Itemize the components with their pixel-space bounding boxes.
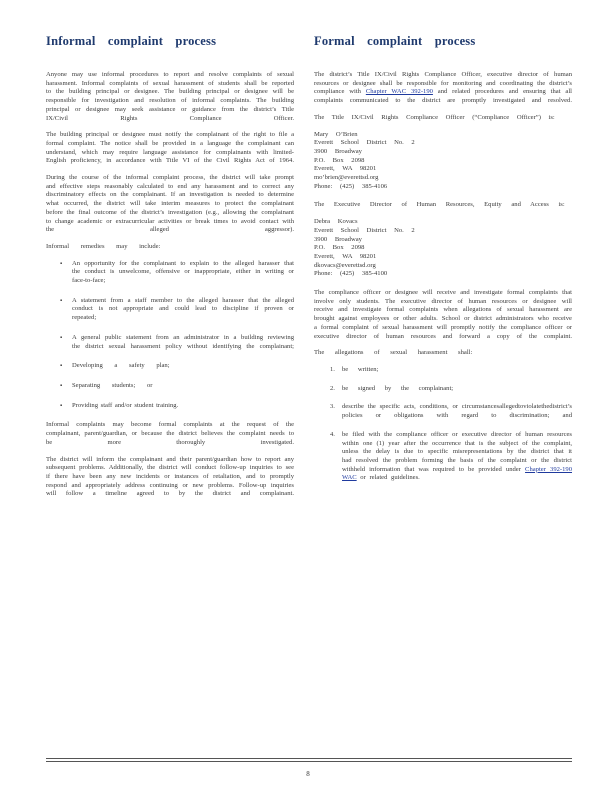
list-item: 3. describe the specific acts, conditions, or circumstancesallegedtoviolatethedistrict’s policies or obligations with regard to discrimination; and: [330, 403, 572, 420]
list-item: 2. be signed by the complainant;: [330, 384, 454, 392]
left-column: [46, 34, 294, 507]
list-item: ▪ Separating students; or: [60, 381, 153, 389]
bullet-icon: ▪: [60, 363, 63, 370]
contact-org: Everett School District No. 2: [314, 226, 415, 234]
contact-email: mo’brien@everettsd.org: [314, 174, 379, 182]
informal-remedies-list: [46, 260, 294, 411]
informal-remedies-intro: Informal remedies may include:: [46, 242, 161, 250]
contact-phone: Phone: (425) 385-4100: [314, 270, 388, 278]
bullet-icon: ▪: [60, 260, 63, 267]
list-item: 4. be filed with the compliance officer or executive director of human resources within one (1) year after the occurrence that is the subject of the complaint, unless the delay is due to specific misrepresentations by the district that it had resolved the problem forming the basis of the complaint or the district withheld information that was required to be provided under Chapter 392-190 WAC or related guidelines.: [330, 430, 572, 482]
contact-email: dkovacs@everettsd.org: [314, 261, 376, 269]
contact-phone: Phone: (425) 385-4106: [314, 182, 388, 190]
contact-pobox: P.O. Box 2098: [314, 156, 365, 164]
list-item: ▪ An opportunity for the complainant to explain to the alleged harasser that the conduct is unwelcome, offensive or inappropriate, either in writing or face-to-face;: [60, 259, 294, 285]
informal-paragraph-2: The building principal or designee must notify the complainant of the right to file a formal complaint. The notice shall be provided in a language the complainant can understand, which may require language assistance for complainants with limited-English proficiency, in accordance with Title VI of the Civil Rights Act of 1964.: [46, 131, 294, 165]
informal-complaint-heading: Informal complaint process: [46, 34, 217, 48]
chapter-392-190-wac-link[interactable]: Chapter 392-190 WAC: [342, 465, 572, 482]
contact-city: Everett, WA 98201: [314, 252, 377, 260]
contact-pobox: P.O. Box 2098: [314, 244, 365, 252]
compliance-officer-contact: [314, 131, 572, 192]
footer-divider: [46, 761, 572, 762]
contact-street: 3900 Broadway: [314, 235, 362, 243]
contact-street: 3900 Broadway: [314, 147, 362, 155]
bullet-icon: ▪: [60, 297, 63, 304]
formal-paragraph-3: The Executive Director of Human Resources, Equity and Access is:: [314, 201, 565, 209]
informal-paragraph-3: During the course of the informal complaint process, the district will take prompt and effective steps reasonably calculated to end any harassment and to correct any discriminatory effects on the complainant. If an investigation is needed to determine what occurred, the district will take interim measures to protect the complainant before the final outcome of the district’s investigation (e.g., allowing the complainant to change academic or extracurricular activities or break times to avoid contact with the alleged aggressor).: [46, 174, 294, 234]
formal-complaint-heading: Formal complaint process: [314, 34, 476, 48]
informal-paragraph-5: The district will inform the complainant and their parent/guardian how to report any subsequent problems. Additionally, the district will conduct follow-up inquiries to see if there have been any new incidents or instances of retaliation, and to promptly respond and appropriately address continuing or new problems. Follow-up inquiries will follow a timeline agreed to by the district and complainant.: [46, 455, 294, 498]
contact-name: Debra Kovacs: [314, 218, 358, 226]
contact-name: Mary O’Brien: [314, 130, 358, 138]
right-column: [314, 34, 572, 493]
informal-paragraph-1: Anyone may use informal procedures to report and resolve complaints of sexual harassment. Informal complaints of sexual harassment of students shall be reported to the building principal or designee. The building principal or designee will be responsible for investigation and resolution of informal complaints. The building principal or designee may seek assistance or guidance from the district’s Title IX/Civil Rights Compliance Officer.: [46, 71, 294, 122]
footer-divider: [46, 758, 572, 759]
bullet-icon: ▪: [60, 402, 63, 409]
list-item: 1. be written;: [330, 365, 379, 373]
list-item: ▪ Providing staff and/or student training.: [60, 401, 179, 409]
contact-city: Everett, WA 98201: [314, 165, 377, 173]
formal-paragraph-1: The district’s Title IX/Civil Rights Compliance Officer, executive director of human resources or designee shall be responsible for monitoring and coordinating the district’s compliance with Chapter WAC 392-190 and related procedures and ensuring that all complaints communicated to the district are promptly investigated and resolved.: [314, 71, 572, 105]
bullet-icon: ▪: [60, 382, 63, 389]
hr-director-contact: [314, 218, 572, 279]
bullet-icon: ▪: [60, 334, 63, 341]
page-number: 8: [306, 770, 310, 778]
formal-paragraph-2: The Title IX/Civil Rights Compliance Officer (“Compliance Officer”) is:: [314, 113, 555, 121]
chapter-wac-link[interactable]: Chapter WAC 392-190: [365, 88, 433, 96]
informal-paragraph-4: Informal complaints may become formal complaints at the request of the complainant, parent/guardian, or because the district believes the complaint needs to be more thoroughly investigated.: [46, 421, 294, 446]
list-item: ▪ A statement from a staff member to the alleged harasser that the alleged conduct is not appropriate and could lead to discipline if proven or repeated;: [60, 296, 294, 322]
list-item: ▪ Developing a safety plan;: [60, 362, 170, 370]
formal-paragraph-5: The allegations of sexual harassment shall:: [314, 349, 473, 357]
formal-paragraph-4: The compliance officer or designee will receive and investigate formal complaints that involve only students. The executive director of human resources or designee will receive and investigate formal complaints when allegations of sexual harassment are brought against employees or other adults. School or district administrators who receive a formal complaint of sexual harassment will promptly notify the compliance officer or executive director of human resources and forward a copy of the complaint.: [314, 289, 572, 340]
allegation-requirements-list: [314, 366, 572, 483]
list-item: ▪ A general public statement from an administrator in a building reviewing the district sexual harassment policy without identifying the complainant;: [60, 333, 294, 350]
contact-org: Everett School District No. 2: [314, 139, 415, 147]
